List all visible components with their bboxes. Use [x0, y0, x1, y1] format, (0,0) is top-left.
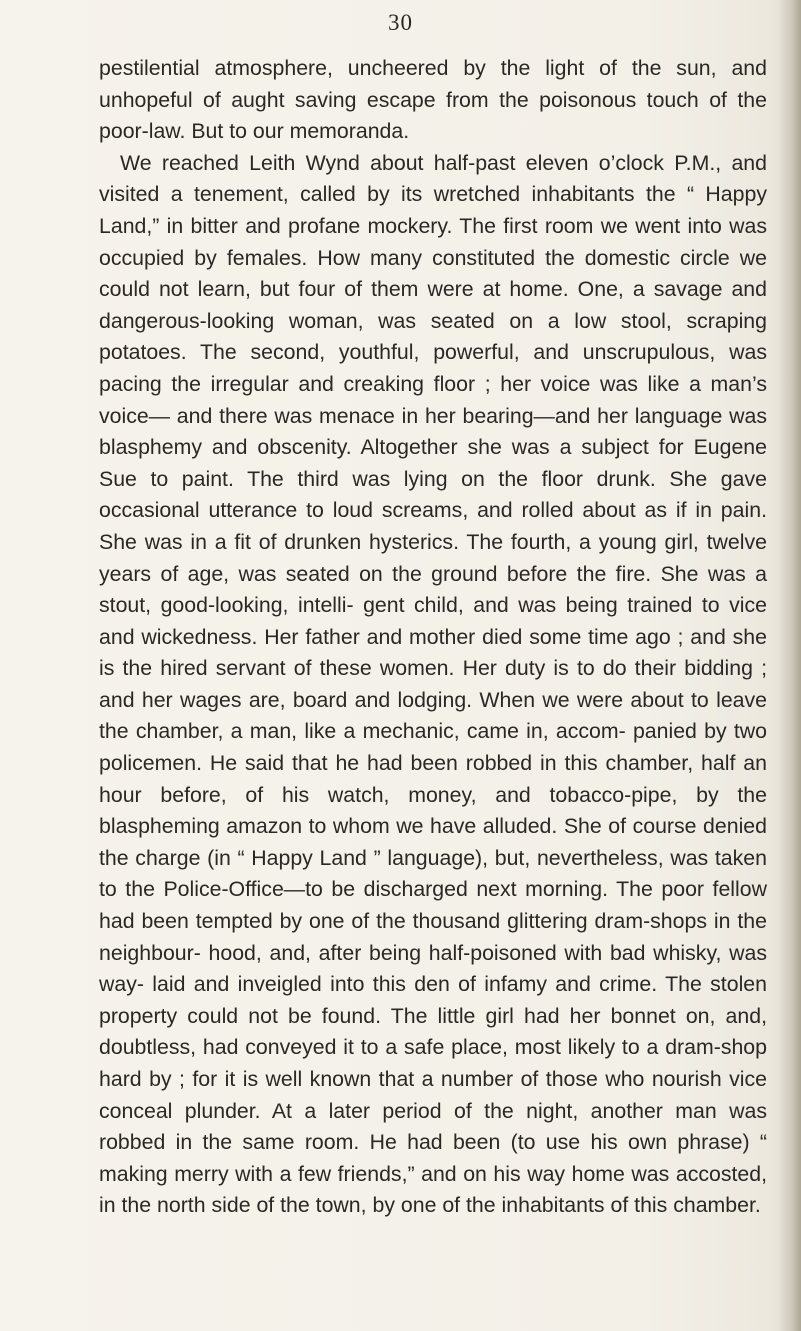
page-number: 30	[388, 10, 413, 35]
paragraph-2: We reached Leith Wynd about half-past eleven o’clock P.M., and visited a tenement, called by its wretched inhabitants the “ Happy Land,” in bitter and profane mockery. The first room we went into was occupied by females. How many constituted the domestic circle we could not learn, but four of them were at home. One, a savage and dangerous-looking woman, was seated on a low stool, scraping potatoes. The second, youthful, powerful, and unscrupulous, was pacing the irregular and creaking floor ; her voice was like a man’s voice— and there was menace in her bearing—and her language was blasphemy and obscenity. Altogether she was a subject for Eugene Sue to paint. The third was lying on the floor drunk. She gave occasional utterance to loud screams, and rolled about as if in pain. She was in a fit of drunken hysterics. The fourth, a young girl, twelve years of age, was seated on the ground before the fire. She was a stout, good-looking, intelli- gent child, and was being trained to vice and wickedness. Her father and mother died some time ago ; and she is the hired servant of these women. Her duty is to do their bidding ; and her wages are, board and lodging. When we were about to leave the chamber, a man, like a mechanic, came in, accom- panied by two policemen. He said that he had been robbed in this chamber, half an hour before, of his watch, money, and tobacco-pipe, by the blaspheming amazon to whom we have alluded. She of course denied the charge (in “ Happy Land ” language), but, nevertheless, was taken to the Police-Office—to be discharged next morning. The poor fellow had been tempted by one of the thousand glittering dram-shops in the neighbour- hood, and, after being half-poisoned with bad whisky, was way- laid and inveigled into this den of infamy and crime. The stolen property could not be found. The little girl had her bonnet on, and, doubtless, had conveyed it to a safe place, most likely to a dram-shop hard by ; for it is well known that a number of those who nourish vice conceal plunder. At a later period of the night, another man was robbed in the same room. He had been (to use his own phrase) “ making merry with a few friends,” and on his way home was accosted, in the north side of the town, by one of the inhabitants of this chamber.	[99, 150, 767, 1218]
page-edge-shadow	[779, 0, 801, 1331]
paragraph-1: pestilential atmosphere, uncheered by the light of the sun, and unhopeful of aught saving escape from the poisonous touch of the poor-law. But to our memoranda.	[99, 56, 767, 144]
body-text	[99, 53, 767, 1222]
